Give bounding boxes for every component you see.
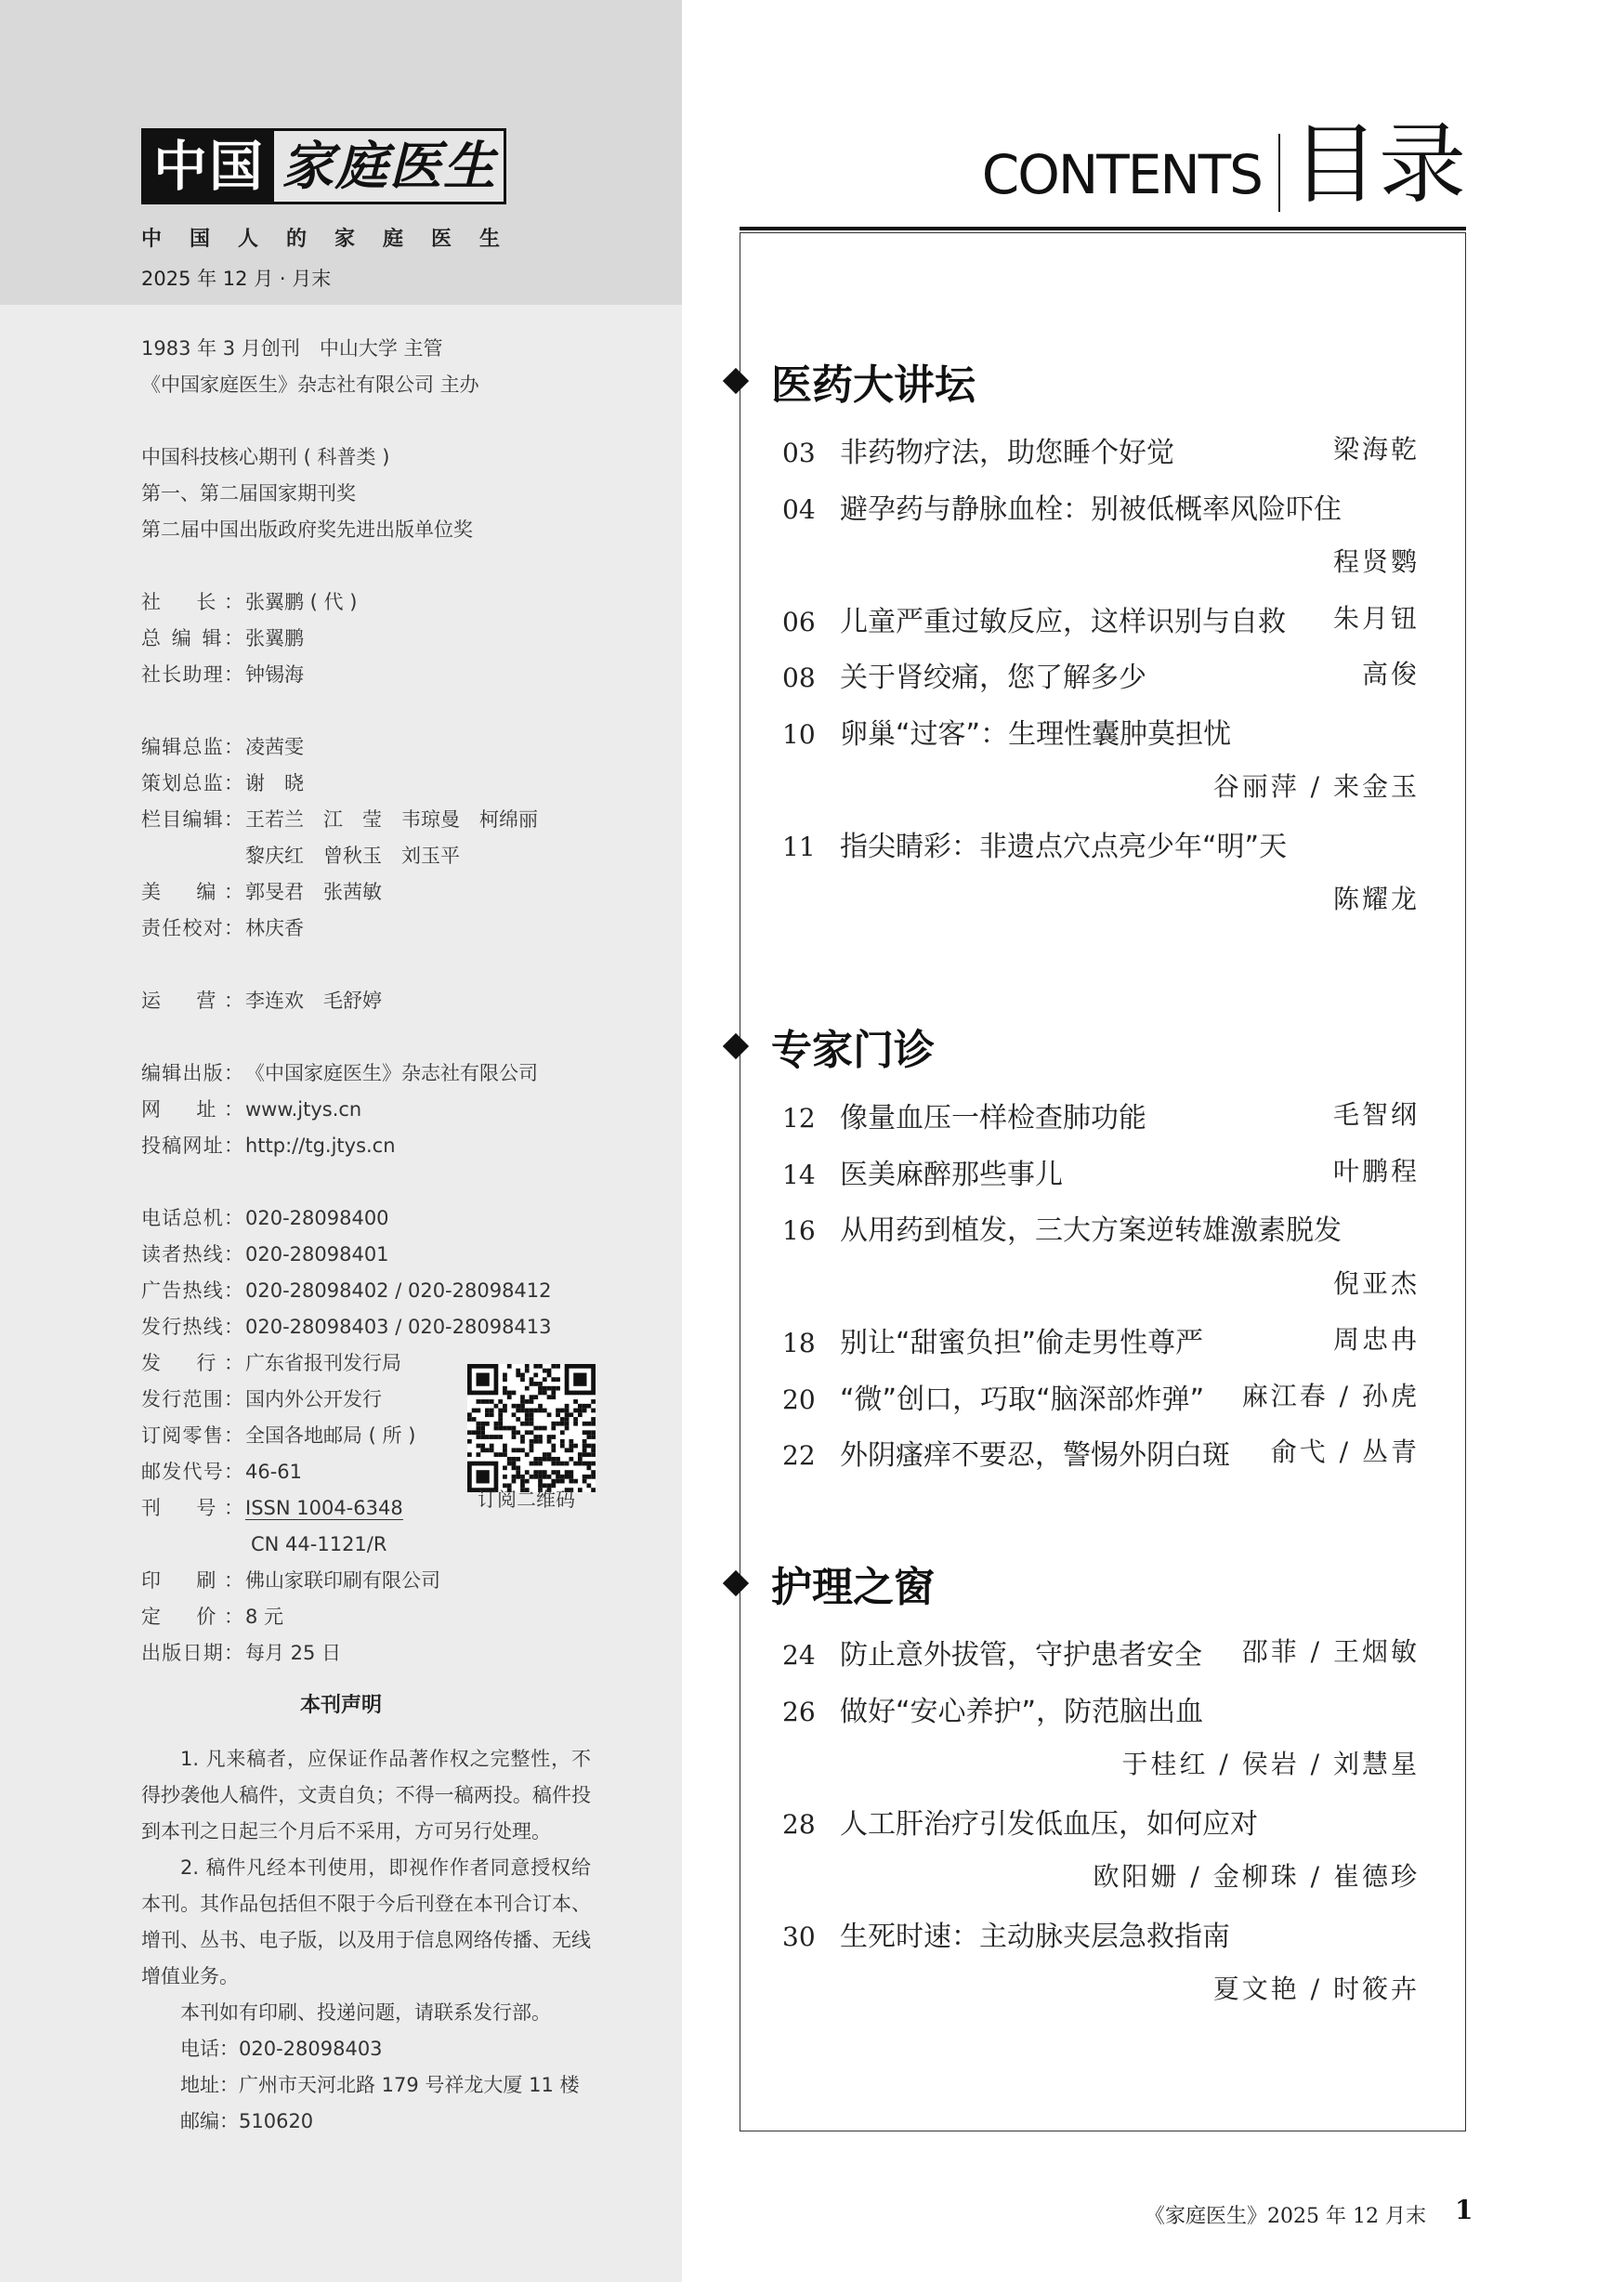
info-key: 编辑出版： <box>141 1062 243 1084</box>
toc-page-number: 22 <box>782 1440 816 1471</box>
toc-author: 朱月钮 <box>1332 602 1420 634</box>
info-value: 国内外公开发行 <box>245 1388 382 1410</box>
info-value: 《中国家庭医生》杂志社有限公司 <box>245 1062 538 1084</box>
toc-title: 生死时速：主动脉夹层急救指南 <box>840 1920 1230 1953</box>
info-value: 郭旻君 张茜敏 <box>245 881 382 903</box>
info-row <box>141 1128 552 1164</box>
info-value: 王若兰 江 莹 韦琼曼 柯绵丽 <box>245 808 538 831</box>
notice-paragraph: 本刊如有印刷、投递问题，请联系发行部。 <box>180 2001 551 2024</box>
info-row <box>141 657 552 693</box>
info-row <box>141 838 552 874</box>
info-value: 广东省报刊发行局 <box>245 1352 401 1374</box>
info-value: 凌茜雯 <box>245 736 304 758</box>
info-row <box>141 874 552 911</box>
info-key: 发行范围： <box>141 1388 243 1410</box>
info-value: 张翼鹏 <box>245 627 304 649</box>
info-key: 网 址： <box>141 1098 243 1121</box>
info-key: 定 价： <box>141 1606 243 1628</box>
toc-author: 麻江春 / 孙虎 <box>1241 1380 1420 1411</box>
toc-entry[interactable] <box>782 1632 1420 1672</box>
diamond-bullet-icon <box>723 1033 749 1059</box>
info-value: 020-28098400 <box>245 1207 389 1229</box>
toc-entry[interactable] <box>782 654 1420 695</box>
info-key: 电话总机： <box>141 1207 243 1229</box>
info-row <box>141 1273 552 1309</box>
info-row <box>141 1599 552 1635</box>
section-title-text: 护理之窗 <box>771 1564 935 1611</box>
toc-title: 避孕药与静脉血栓：别被低概率风险吓住 <box>840 492 1342 526</box>
info-key: 出版日期： <box>141 1642 243 1664</box>
notice-body <box>141 1741 591 2140</box>
publisher-line: 《中国家庭医生》杂志社有限公司 主办 <box>141 374 479 396</box>
diamond-bullet-icon <box>723 1570 749 1596</box>
toc-title: 儿童严重过敏反应，这样识别与自救 <box>840 605 1286 638</box>
toc-entry[interactable] <box>782 486 1420 527</box>
info-row <box>141 621 552 657</box>
toc-title: 别让“甜蜜负担”偷走男性尊严 <box>840 1327 1204 1359</box>
notice-tel: 电话：020-28098403 <box>180 2038 383 2060</box>
issn-number: ISSN 1004-6348 <box>245 1497 403 1519</box>
toc-author: 高俊 <box>1361 659 1420 689</box>
info-row <box>141 1200 552 1237</box>
toc-page-number: 06 <box>782 606 816 637</box>
toc-page-number: 11 <box>782 831 816 862</box>
toc-page-number: 18 <box>782 1328 816 1358</box>
info-value: 钟锡海 <box>245 663 304 686</box>
toc-page-number: 20 <box>782 1384 816 1415</box>
toc-entry[interactable] <box>782 1432 1420 1473</box>
info-value: 8 元 <box>245 1606 284 1628</box>
info-key: 广告热线： <box>141 1279 243 1302</box>
info-value: http://tg.jtys.cn <box>245 1134 396 1157</box>
toc-page-number: 28 <box>782 1808 816 1840</box>
info-value: 每月 25 日 <box>245 1642 342 1664</box>
toc-entry[interactable] <box>782 1151 1420 1192</box>
info-row <box>141 1635 552 1672</box>
info-value: 020-28098401 <box>245 1243 389 1266</box>
info-key: 订阅零售： <box>141 1424 243 1447</box>
contents-en: CONTENTS <box>981 143 1262 206</box>
magazine-logo <box>141 128 506 204</box>
toc-author: 于桂红 / 侯岩 / 刘慧星 <box>1121 1749 1420 1779</box>
toc-title: 非药物疗法，助您睡个好觉 <box>840 437 1174 469</box>
toc-author: 梁海乾 <box>1332 434 1420 465</box>
toc-entry[interactable] <box>782 1095 1420 1135</box>
notice-zip: 邮编：510620 <box>180 2110 314 2132</box>
info-key: 邮发代号： <box>141 1461 243 1483</box>
cn-number: CN 44-1121/R <box>251 1533 387 1555</box>
toc-title: 防止意外拔管，守护患者安全 <box>840 1639 1202 1672</box>
toc-page-number: 30 <box>782 1921 816 1952</box>
page-footer: 《家庭医生》2025 年 12 月末 <box>1145 2205 1426 2228</box>
info-key: 读者热线： <box>141 1243 243 1266</box>
toc-entry[interactable] <box>782 598 1420 639</box>
toc-title: “微”创口，巧取“脑深部炸弹” <box>840 1383 1205 1416</box>
toc-title: 外阴瘙痒不要忍，警惕外阴白斑 <box>840 1439 1230 1472</box>
toc-author: 程贤鹦 <box>1332 546 1420 577</box>
info-row <box>141 983 552 1019</box>
toc-entry[interactable] <box>782 1913 1420 1954</box>
toc-entry[interactable] <box>782 1688 1420 1729</box>
toc-title: 医美麻醉那些事儿 <box>840 1158 1063 1191</box>
issue-date: 2025 年 12 月 · 月末 <box>141 268 332 290</box>
toc-page-number: 12 <box>782 1103 816 1134</box>
toc-page-number: 03 <box>782 438 816 468</box>
info-row <box>141 729 552 766</box>
toc-page-number: 24 <box>782 1640 816 1671</box>
info-key: 投稿网址： <box>141 1134 243 1157</box>
award-line: 中国科技核心期刊 ( 科普类 ) <box>141 446 390 468</box>
info-value: 谢 晓 <box>245 772 304 794</box>
toc-author: 叶鹏程 <box>1332 1155 1420 1187</box>
toc-entry[interactable] <box>782 711 1420 752</box>
section-title-text: 专家门诊 <box>771 1027 935 1074</box>
info-key: 运 营： <box>141 990 243 1012</box>
info-value: 黎庆红 曾秋玉 刘玉平 <box>245 845 460 867</box>
info-key: 栏目编辑： <box>141 808 243 831</box>
info-row <box>141 1092 552 1128</box>
info-row <box>141 911 552 947</box>
toc-author: 陈耀龙 <box>1332 884 1420 914</box>
section-title <box>727 351 976 411</box>
info-key: 美 编： <box>141 881 243 903</box>
toc-entry[interactable] <box>782 1207 1420 1248</box>
info-row <box>141 802 552 838</box>
info-value: www.jtys.cn <box>245 1098 362 1121</box>
toc-author: 俞弋 / 丛青 <box>1270 1436 1420 1467</box>
info-row <box>141 1237 552 1273</box>
info-key: 发行热线： <box>141 1316 243 1338</box>
toc-title: 做好“安心养护”，防范脑出血 <box>840 1695 1204 1728</box>
toc-title: 卵巢“过客”：生理性囊肿莫担忧 <box>840 717 1232 751</box>
tagline: 中国人的家庭医生 <box>141 228 529 251</box>
info-row <box>141 766 552 802</box>
toc-author: 邵菲 / 王烟敏 <box>1241 1636 1420 1667</box>
page-number: 1 <box>1455 2195 1473 2225</box>
subscription-qr-code[interactable] <box>467 1364 596 1492</box>
header-rule <box>740 227 1466 230</box>
info-value: 全国各地邮局 ( 所 ) <box>245 1424 416 1447</box>
info-row <box>141 1563 552 1599</box>
section-title-text: 医药大讲坛 <box>771 361 976 409</box>
award-line: 第一、第二届国家期刊奖 <box>141 482 356 505</box>
logo-left-text: 中国 <box>144 131 274 202</box>
toc-page-number: 04 <box>782 493 816 525</box>
toc-entry[interactable] <box>782 1376 1420 1417</box>
toc-author: 谷丽萍 / 来金玉 <box>1212 771 1420 802</box>
diamond-bullet-icon <box>723 368 749 394</box>
info-key: 发 行： <box>141 1352 243 1374</box>
section-title <box>727 1554 935 1613</box>
info-key: 责任校对： <box>141 917 243 939</box>
toc-page-number: 14 <box>782 1159 816 1190</box>
section-title <box>727 1016 935 1076</box>
notice-address: 地址：广州市天河北路 179 号祥龙大厦 11 楼 <box>180 2074 580 2096</box>
toc-page-number: 10 <box>782 718 816 750</box>
info-value: 林庆香 <box>245 917 304 939</box>
info-value: 张翼鹏 ( 代 ) <box>245 591 358 613</box>
info-key: 策划总监： <box>141 772 243 794</box>
logo-right-text: 家庭医生 <box>274 131 504 202</box>
toc-author: 欧阳姗 / 金柳珠 / 崔德珍 <box>1093 1861 1420 1892</box>
toc-author: 夏文艳 / 时筱卉 <box>1212 1974 1420 2004</box>
info-row <box>141 1309 552 1345</box>
award-line: 第二届中国出版政府奖先进出版单位奖 <box>141 518 473 541</box>
toc-author: 倪亚杰 <box>1332 1267 1420 1299</box>
info-row <box>141 584 552 621</box>
info-value: 020-28098402 / 020-28098412 <box>245 1279 552 1302</box>
info-key <box>141 838 243 874</box>
info-value: 020-28098403 / 020-28098413 <box>245 1316 552 1338</box>
notice-title: 本刊声明 <box>299 1694 382 1717</box>
info-row <box>141 1056 552 1092</box>
contents-header <box>981 114 1466 216</box>
toc-entry[interactable] <box>782 823 1420 864</box>
info-key: 印 刷： <box>141 1569 243 1592</box>
toc-page-number: 16 <box>782 1215 816 1246</box>
toc-entry[interactable] <box>782 429 1420 470</box>
info-value: 46-61 <box>245 1461 303 1483</box>
qr-label: 订阅二维码 <box>478 1489 575 1511</box>
publisher-line: 1983 年 3 月创刊 中山大学 主管 <box>141 337 443 360</box>
notice-paragraph: 2. 稿件凡经本刊使用，即视作作者同意授权给本刊。其作品包括但不限于今后刊登在本刊合订本、增刊、丛书、电子版，以及用于信息网络传播、无线增值业务。 <box>141 1856 591 1987</box>
toc-entry[interactable] <box>782 1801 1420 1842</box>
toc-entry[interactable] <box>782 1319 1420 1360</box>
info-key: 社 长： <box>141 591 243 613</box>
info-key: 社长助理： <box>141 663 243 686</box>
toc-page-number: 26 <box>782 1696 816 1727</box>
toc-author: 毛智纲 <box>1332 1099 1420 1130</box>
info-value: 佛山家联印刷有限公司 <box>245 1569 440 1592</box>
issn-key: 刊 号： <box>141 1497 243 1519</box>
toc-title: 从用药到植发，三大方案逆转雄激素脱发 <box>840 1214 1342 1247</box>
toc-title: 关于肾绞痛，您了解多少 <box>840 662 1146 694</box>
info-value: 李连欢 毛舒婷 <box>245 990 382 1012</box>
header-divider <box>1278 134 1280 212</box>
toc-title: 人工肝治疗引发低血压，如何应对 <box>840 1807 1258 1841</box>
toc-page-number: 08 <box>782 662 816 693</box>
toc-title: 指尖睛彩：非遗点穴点亮少年“明”天 <box>840 830 1288 863</box>
toc-author: 周忠冉 <box>1332 1324 1420 1355</box>
notice-paragraph: 1. 凡来稿者，应保证作品著作权之完整性，不得抄袭他人稿件，文责自负；不得一稿两投。稿件投到本刊之日起三个月后不采用，方可另行处理。 <box>141 1748 591 1843</box>
info-key: 总 编 辑： <box>141 627 243 649</box>
toc-title: 像量血压一样检查肺功能 <box>840 1102 1146 1134</box>
contents-cn: 目录 <box>1290 114 1466 216</box>
info-key: 编辑总监： <box>141 736 243 758</box>
